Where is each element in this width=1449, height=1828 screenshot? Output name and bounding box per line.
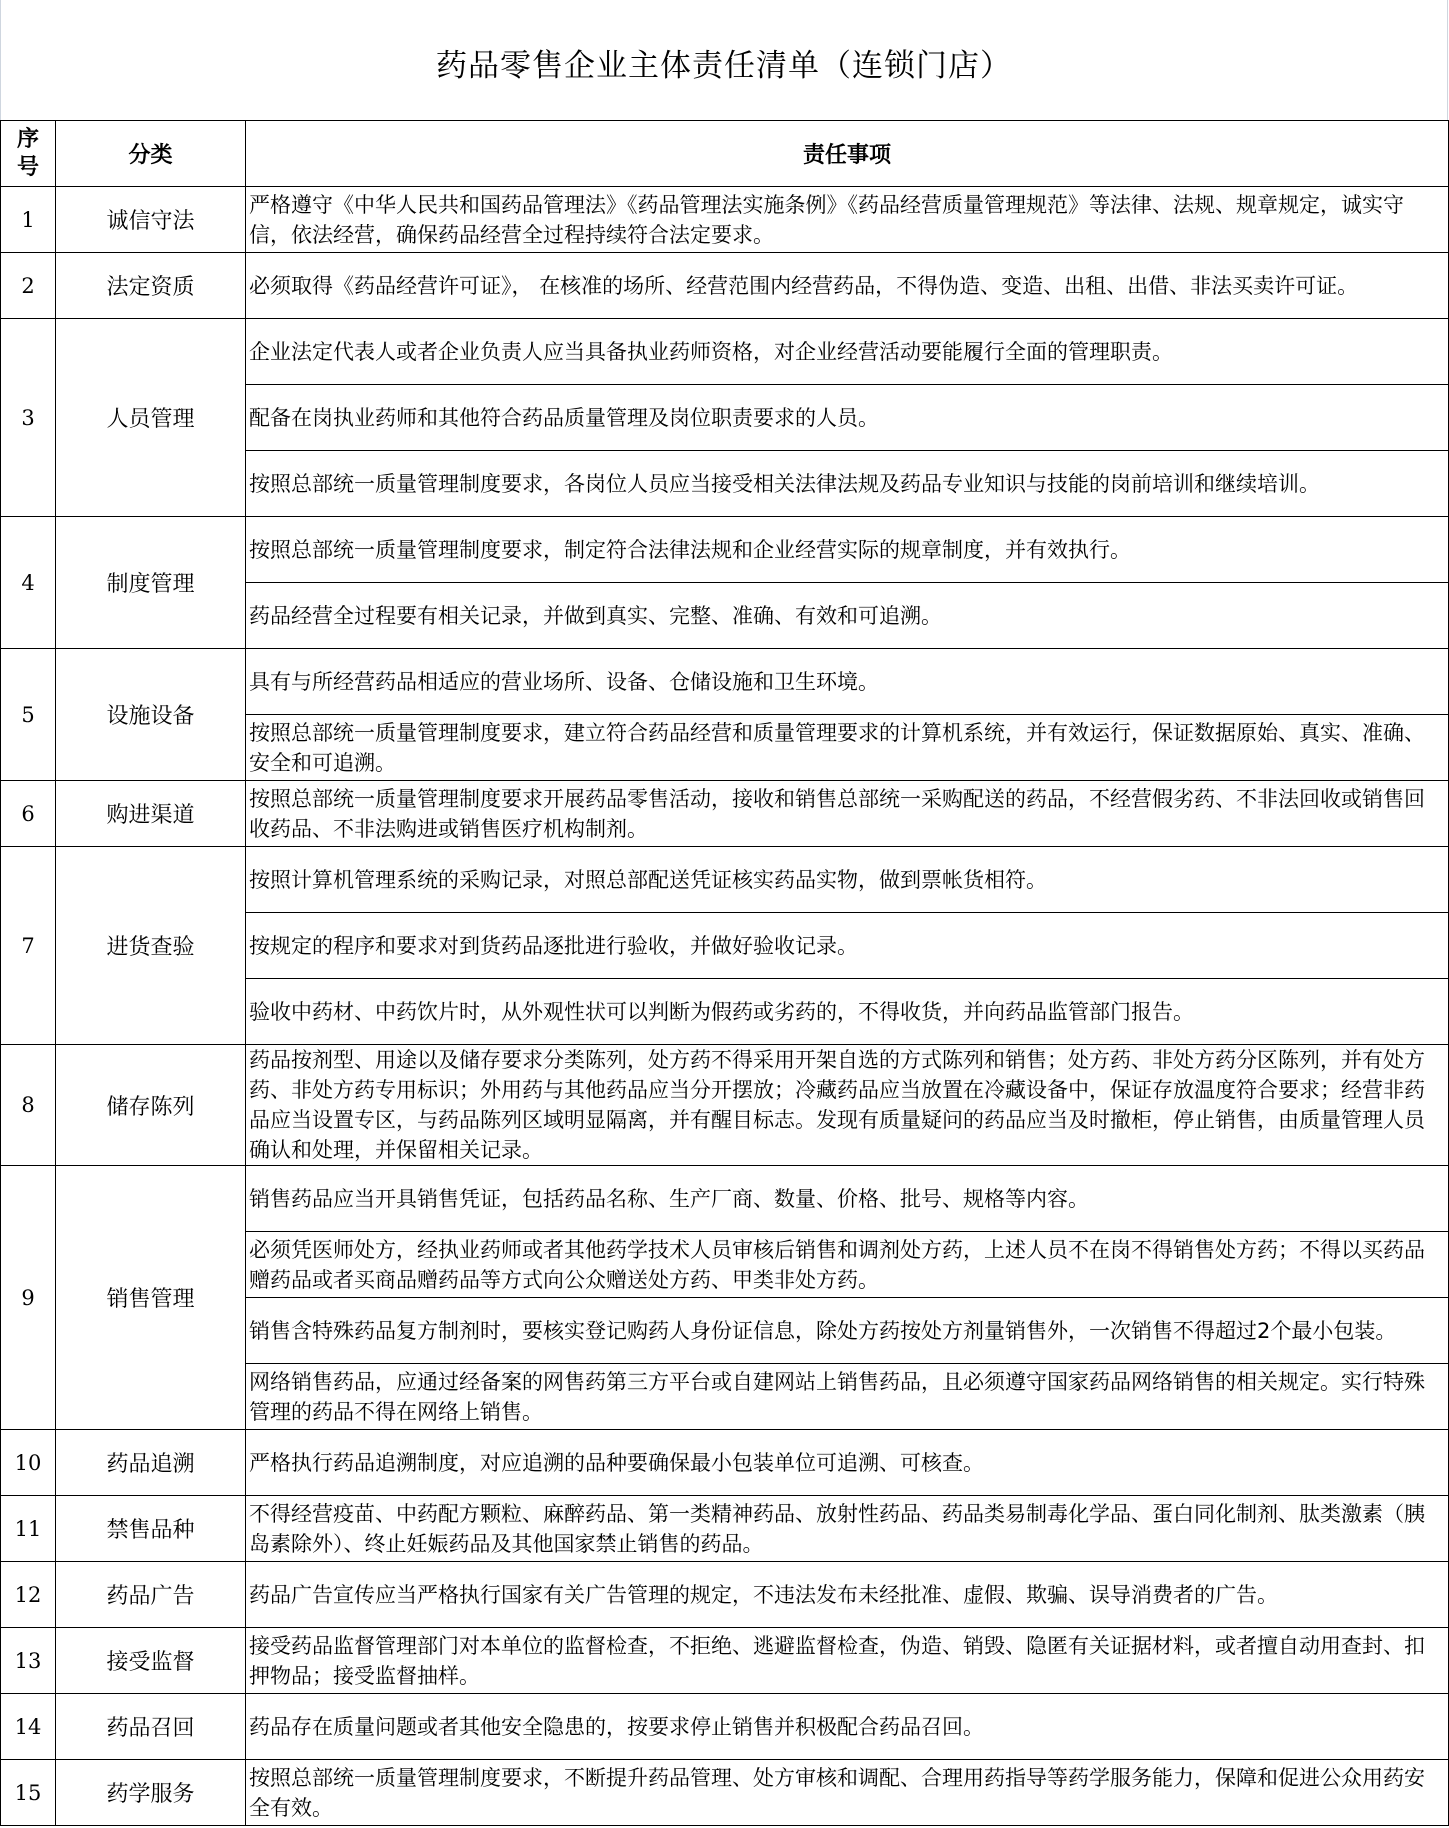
responsibility-item: 药品广告宣传应当严格执行国家有关广告管理的规定，不违法发布未经批准、虚假、欺骗、误导消费者的广告。: [246, 1562, 1449, 1628]
table-row: [1, 1562, 1449, 1628]
row-index: 12: [1, 1562, 56, 1628]
table-row: [1, 1045, 1449, 1166]
row-category: 购进渠道: [56, 781, 246, 847]
table-row: [1, 781, 1449, 847]
row-category: 禁售品种: [56, 1496, 246, 1562]
row-category: 进货查验: [56, 847, 246, 1045]
responsibility-item: 验收中药材、中药饮片时，从外观性状可以判断为假药或劣药的，不得收货，并向药品监管部门报告。: [246, 979, 1449, 1045]
row-category: 制度管理: [56, 517, 246, 649]
row-index: 8: [1, 1045, 56, 1166]
responsibility-item: 企业法定代表人或者企业负责人应当具备执业药师资格，对企业经营活动要能履行全面的管理职责。: [246, 319, 1449, 385]
responsibility-item: 严格执行药品追溯制度，对应追溯的品种要确保最小包装单位可追溯、可核查。: [246, 1430, 1449, 1496]
responsibility-item: 按照总部统一质量管理制度要求，建立符合药品经营和质量管理要求的计算机系统，并有效运行，保证数据原始、真实、准确、安全和可追溯。: [246, 715, 1449, 781]
row-index: 15: [1, 1760, 56, 1826]
responsibility-item: 接受药品监督管理部门对本单位的监督检查，不拒绝、逃避监督检查，伪造、销毁、隐匿有关证据材料，或者擅自动用查封、扣押物品；接受监督抽样。: [246, 1628, 1449, 1694]
header-item: 责任事项: [246, 121, 1449, 187]
row-index: 7: [1, 847, 56, 1045]
row-index: 6: [1, 781, 56, 847]
responsibility-table: [0, 120, 1449, 1826]
table-row: [1, 847, 1449, 913]
responsibility-item: 不得经营疫苗、中药配方颗粒、麻醉药品、第一类精神药品、放射性药品、药品类易制毒化学品、蛋白同化制剂、肽类激素（胰岛素除外）、终止妊娠药品及其他国家禁止销售的药品。: [246, 1496, 1449, 1562]
table-row: [1, 1166, 1449, 1232]
table-header-row: [1, 121, 1449, 187]
table-row: [1, 649, 1449, 715]
document-title: 药品零售企业主体责任清单（连锁门店）: [436, 48, 1012, 84]
row-index: 11: [1, 1496, 56, 1562]
row-category: 药品召回: [56, 1694, 246, 1760]
responsibility-item: 药品经营全过程要有相关记录，并做到真实、完整、准确、有效和可追溯。: [246, 583, 1449, 649]
row-category: 销售管理: [56, 1166, 246, 1430]
responsibility-item: 必须凭医师处方，经执业药师或者其他药学技术人员审核后销售和调剂处方药，上述人员不在岗不得销售处方药；不得以买药品赠药品或者买商品赠药品等方式向公众赠送处方药、甲类非处方药。: [246, 1232, 1449, 1298]
table-row: [1, 319, 1449, 385]
table-row: [1, 517, 1449, 583]
header-category: 分类: [56, 121, 246, 187]
row-category: 诚信守法: [56, 187, 246, 253]
row-category: 人员管理: [56, 319, 246, 517]
responsibility-item: 具有与所经营药品相适应的营业场所、设备、仓储设施和卫生环境。: [246, 649, 1449, 715]
row-category: 设施设备: [56, 649, 246, 781]
table-row: [1, 253, 1449, 319]
header-index: 序 号: [1, 121, 56, 187]
responsibility-item: 药品按剂型、用途以及储存要求分类陈列，处方药不得采用开架自选的方式陈列和销售；处方药、非处方药分区陈列，并有处方药、非处方药专用标识；外用药与其他药品应当分开摆放；冷藏药品应当放置在冷藏设备中，保证存放温度符合要求；经营非药品应当设置专区，与药品陈列区域明显隔离，并有醒目标志。发现有质量疑问的药品应当及时撤柜，停止销售，由质量管理人员确认和处理，并保留相关记录。: [246, 1045, 1449, 1166]
row-category: 法定资质: [56, 253, 246, 319]
responsibility-item: 按照总部统一质量管理制度要求，不断提升药品管理、处方审核和调配、合理用药指导等药学服务能力，保障和促进公众用药安全有效。: [246, 1760, 1449, 1826]
table-row: [1, 1496, 1449, 1562]
responsibility-item: 网络销售药品，应通过经备案的网售药第三方平台或自建网站上销售药品，且必须遵守国家药品网络销售的相关规定。实行特殊管理的药品不得在网络上销售。: [246, 1364, 1449, 1430]
row-category: 药品广告: [56, 1562, 246, 1628]
responsibility-item: 按照总部统一质量管理制度要求开展药品零售活动，接收和销售总部统一采购配送的药品，不经营假劣药、不非法回收或销售回收药品、不非法购进或销售医疗机构制剂。: [246, 781, 1449, 847]
row-category: 接受监督: [56, 1628, 246, 1694]
row-index: 13: [1, 1628, 56, 1694]
title-bar: [0, 0, 1448, 120]
row-index: 10: [1, 1430, 56, 1496]
responsibility-item: 销售药品应当开具销售凭证，包括药品名称、生产厂商、数量、价格、批号、规格等内容。: [246, 1166, 1449, 1232]
row-index: 5: [1, 649, 56, 781]
responsibility-item: 必须取得《药品经营许可证》， 在核准的场所、经营范围内经营药品，不得伪造、变造、出租、出借、非法买卖许可证。: [246, 253, 1449, 319]
responsibility-item: 按照总部统一质量管理制度要求，各岗位人员应当接受相关法律法规及药品专业知识与技能的岗前培训和继续培训。: [246, 451, 1449, 517]
responsibility-item: 销售含特殊药品复方制剂时，要核实登记购药人身份证信息，除处方药按处方剂量销售外，一次销售不得超过2个最小包装。: [246, 1298, 1449, 1364]
table-row: [1, 1628, 1449, 1694]
responsibility-item: 药品存在质量问题或者其他安全隐患的，按要求停止销售并积极配合药品召回。: [246, 1694, 1449, 1760]
responsibility-item: 按照计算机管理系统的采购记录，对照总部配送凭证核实药品实物，做到票帐货相符。: [246, 847, 1449, 913]
responsibility-item: 配备在岗执业药师和其他符合药品质量管理及岗位职责要求的人员。: [246, 385, 1449, 451]
table-row: [1, 1430, 1449, 1496]
table-row: [1, 1760, 1449, 1826]
row-category: 储存陈列: [56, 1045, 246, 1166]
table-row: [1, 187, 1449, 253]
row-index: 3: [1, 319, 56, 517]
row-index: 2: [1, 253, 56, 319]
row-index: 4: [1, 517, 56, 649]
row-category: 药品追溯: [56, 1430, 246, 1496]
responsibility-item: 按照总部统一质量管理制度要求，制定符合法律法规和企业经营实际的规章制度，并有效执行。: [246, 517, 1449, 583]
responsibility-item: 按规定的程序和要求对到货药品逐批进行验收，并做好验收记录。: [246, 913, 1449, 979]
table-row: [1, 1694, 1449, 1760]
row-index: 9: [1, 1166, 56, 1430]
responsibility-item: 严格遵守《中华人民共和国药品管理法》《药品管理法实施条例》《药品经营质量管理规范》等法律、法规、规章规定，诚实守信，依法经营，确保药品经营全过程持续符合法定要求。: [246, 187, 1449, 253]
row-index: 1: [1, 187, 56, 253]
row-category: 药学服务: [56, 1760, 246, 1826]
row-index: 14: [1, 1694, 56, 1760]
